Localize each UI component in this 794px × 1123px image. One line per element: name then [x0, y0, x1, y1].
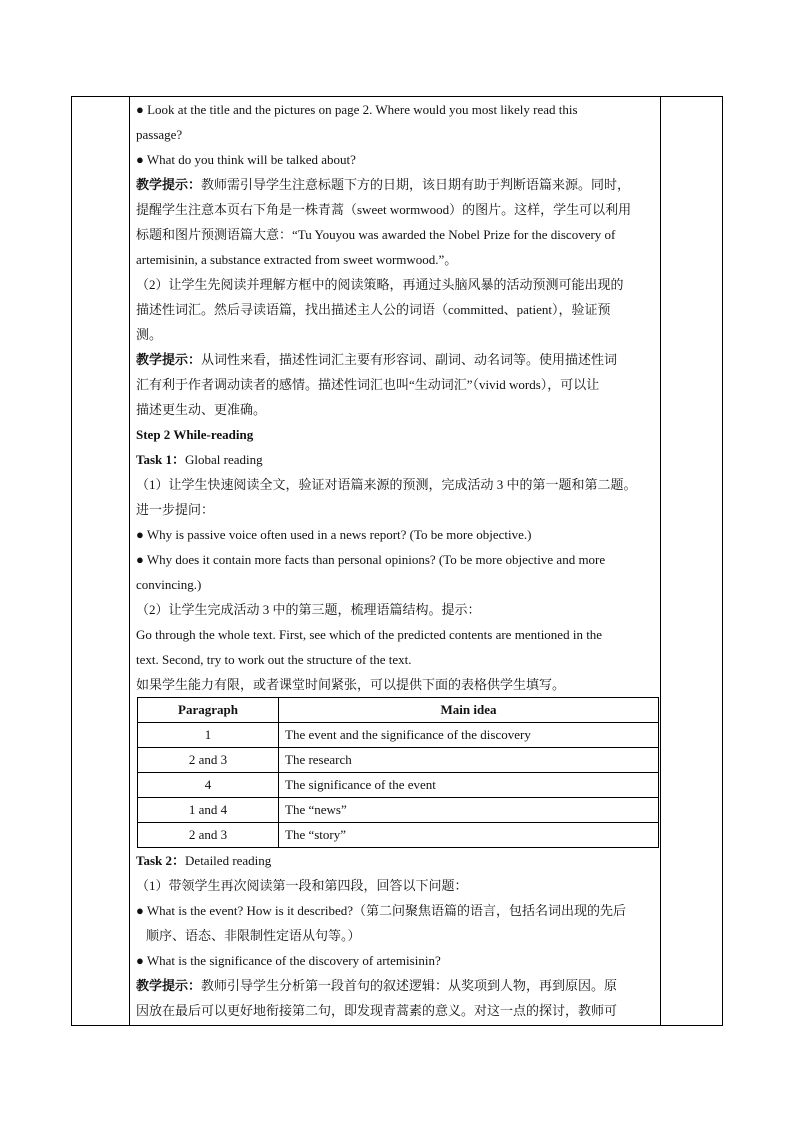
text-line: 如果学生能力有限，或者课堂时间紧张，可以提供下面的表格供学生填写。: [136, 677, 566, 692]
tip-text: 教师引导学生分析第一段首句的叙述逻辑：从奖项到人物，再到原因。原: [201, 978, 618, 993]
table-header-row: [138, 698, 659, 723]
text-line: （1）带领学生再次阅读第一段和第四段，回答以下问题：: [136, 878, 468, 893]
question-line: ● What is the significance of the discovery of artemisinin?: [136, 953, 441, 968]
tip-label: 教学提示：: [136, 352, 202, 367]
text-line: Go through the whole text. First, see which of the predicted contents are mentioned in the: [136, 627, 603, 642]
task-title: Detailed reading: [185, 853, 272, 868]
table-row: [138, 773, 659, 798]
tip-label: 教学提示：: [136, 978, 202, 993]
table-cell: The “news”: [279, 798, 659, 823]
text-line: 顺序、语态、非限制性定语从句等。）: [146, 928, 361, 943]
task-label: Task 1：: [136, 452, 186, 467]
text-line: 描述更生动、更准确。: [136, 402, 267, 417]
text-line: 因放在最后可以更好地衔接第二句，即发现青蒿素的意义。对这一点的探讨，教师可: [136, 1003, 618, 1018]
table-cell: 2 and 3: [138, 748, 279, 773]
table-row: [138, 723, 659, 748]
teaching-tip-3: [136, 973, 655, 998]
question-line: ● Why is passive voice often used in a news report? (To be more objective.): [136, 527, 532, 542]
structure-table: [137, 697, 659, 848]
step-heading: Step 2 While-reading: [136, 427, 254, 442]
text-line: artemisinin, a substance extracted from sweet wormwood.”。: [136, 252, 458, 267]
question-line: ● What is the event? How is it described?（第二问聚焦语篇的语言，包括名词出现的先后: [136, 903, 626, 918]
table-cell: The significance of the event: [279, 773, 659, 798]
table-cell: The research: [279, 748, 659, 773]
text-line: ● What do you think will be talked about?: [136, 152, 356, 167]
table-row: [138, 748, 659, 773]
text-line: 描述性词汇。然后寻读语篇，找出描述主人公的词语（committed、patient），验证预: [136, 302, 611, 317]
left-column-cell: [72, 97, 130, 1026]
table-cell: 1: [138, 723, 279, 748]
tip-text: 教师需引导学生注意标题下方的日期，该日期有助于判断语篇来源。同时，: [201, 177, 631, 192]
text-line: convincing.): [136, 577, 202, 592]
task-1-heading: [136, 447, 655, 472]
task-label: Task 2：: [136, 853, 186, 868]
tip-text: 从词性来看，描述性词汇主要有形容词、副词、动名词等。使用描述性词: [201, 352, 618, 367]
task-2-heading: [136, 848, 655, 873]
teaching-tip-1: [136, 172, 655, 197]
tip-label: 教学提示：: [136, 177, 202, 192]
table-cell: 1 and 4: [138, 798, 279, 823]
table-header: Main idea: [279, 698, 659, 723]
content-body: [130, 97, 660, 1023]
right-column-cell: [661, 97, 723, 1026]
text-line: passage?: [136, 127, 183, 142]
table-header: Paragraph: [138, 698, 279, 723]
text-line: （2）让学生完成活动 3 中的第三题，梳理语篇结构。提示：: [136, 602, 481, 617]
text-line: （2）让学生先阅读并理解方框中的阅读策略，再通过头脑风暴的活动预测可能出现的: [136, 277, 624, 292]
table-cell: The “story”: [279, 823, 659, 848]
question-line: ● Why does it contain more facts than personal opinions? (To be more objective and more: [136, 552, 606, 567]
lesson-plan-table: [71, 96, 723, 1026]
table-cell: The event and the significance of the discovery: [279, 723, 659, 748]
text-line: （1）让学生快速阅读全文，验证对语篇来源的预测，完成活动 3 中的第一题和第二题。: [136, 477, 637, 492]
text-line: 提醒学生注意本页右下角是一株青蒿（sweet wormwood）的图片。这样，学生可以利用: [136, 202, 632, 217]
text-line: text. Second, try to work out the structure of the text.: [136, 652, 412, 667]
text-line: 汇有利于作者调动读者的感情。描述性词汇也叫“生动词汇”（vivid words），可以让: [136, 377, 600, 392]
task-title: Global reading: [185, 452, 263, 467]
table-row: [138, 823, 659, 848]
content-cell: [130, 97, 661, 1026]
teaching-tip-2: [136, 347, 655, 372]
text-line: 测。: [136, 327, 163, 342]
table-row: [138, 798, 659, 823]
text-line: 进一步提问：: [136, 502, 215, 517]
text-line: ● Look at the title and the pictures on page 2. Where would you most likely read this: [136, 102, 578, 117]
text-line: 标题和图片预测语篇大意：“Tu Youyou was awarded the Nobel Prize for the discovery of: [136, 227, 616, 242]
table-cell: 4: [138, 773, 279, 798]
table-cell: 2 and 3: [138, 823, 279, 848]
